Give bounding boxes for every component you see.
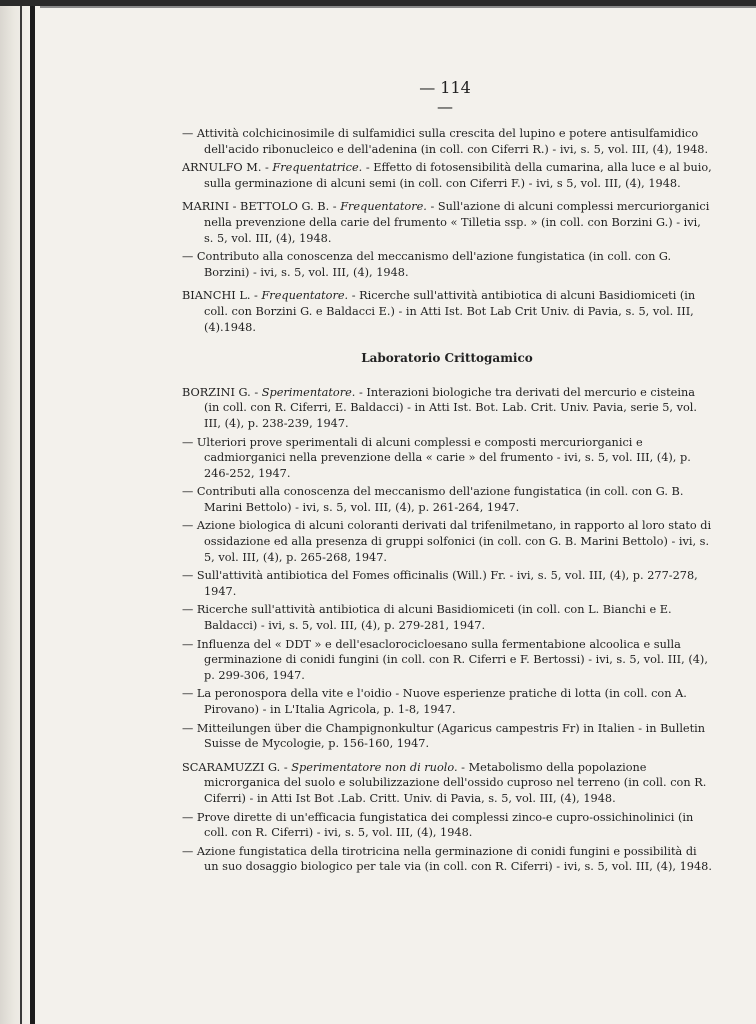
bibliography-entry: — Ricerche sull'attività antibiotica di alcuni Basidiomiceti (in coll. con L. Bianchi e E. Baldacci) - ivi, s. 5, vol. III, (4), p. 279-281, 1947. [182, 603, 672, 633]
bibliography-content [182, 126, 712, 878]
author-name: MARINI - BETTOLO G. B. [182, 200, 330, 214]
author-name: SCARAMUZZI G. [182, 760, 281, 774]
bibliography-entry: — La peronospora della vite e l'oidio - Nuove esperienze pratiche di lotta (in coll. con A. Pirovano) - in L'Italia Agricola, p. 1-8, 1947. [182, 687, 687, 716]
bibliography-entry: — Mitteilungen über die Champignonkultur (Agaricus campestris Fr) in Italien - in Bulletin Suisse de Mycologie, p. 156-160, 1947. [182, 721, 706, 751]
page-number: — 114 — [419, 78, 471, 116]
bibliography-entry: SCARAMUZZI G. - Sperimentatore non di ruolo. - Metabolismo della popolazione microrganica del suolo e solubilizzazione dell'ossido cuproso nel terreno (in coll. con R. Ciferri) - in Atti Ist Bot .Lab. Critt. Univ. di Pavia, s. 5, vol. III, (4), 1948. [182, 760, 707, 805]
bibliography-entry: — Prove dirette di un'efficacia fungistatica dei complessi zinco-e cupro-ossichinolinici (in coll. con R. Ciferri) - ivi, s. 5, vol. III, (4), 1948. [182, 810, 694, 840]
bibliography-entry: — Ulteriori prove sperimentali di alcuni complessi e composti mercuriorganici e cadmiorganici nella prevenzione della « carie » del frumento - ivi, s. 5, vol. III, (4), p. 246-252, 1947. [182, 435, 691, 480]
author-name: ARNULFO M. [182, 161, 262, 175]
bibliography-entry: — Influenza del « DDT » e dell'esaclorocicloesano sulla fermentabione alcoolica e sulla germinazione di conidi fungini (in coll. con R. Ciferri e F. Bertossi) - ivi, s. 5, vol. III, (4), p. 299-306, 1947. [182, 637, 708, 682]
binding-rule [30, 0, 35, 1024]
bibliography-entry: BIANCHI L. - Frequentatore. - Ricerche sull'attività antibiotica di alcuni Basidiomiceti (in coll. con Borzini G. e Baldacci E.) - in Atti Ist. Bot Lab Crit Univ. di Pavia, s. 5, vol. III,(4).1948. [182, 289, 696, 334]
bibliography-entry: — Azione fungistatica della tirotricina nella germinazione di conidi fungini e possibilità di un suo dosaggio biologico per tale via (in coll. con R. Ciferri) - ivi, s. 5, vol. III, (4), 1948. [182, 844, 712, 874]
bibliography-entry: MARINI - BETTOLO G. B. - Frequentatore. - Sull'azione di alcuni complessi mercuriorganici nella prevenzione della carie del frumento « Tilletia ssp. » (in coll. con Borzini G.) - ivi, s. 5, vol. III, (4), 1948. [182, 200, 710, 245]
bibliography-entry: — Sull'attività antibiotica del Fomes officinalis (Will.) Fr. - ivi, s. 5, vol. III, (4), p. 277-278, 1947. [182, 569, 698, 598]
author-name: BIANCHI L. [182, 289, 251, 303]
bibliography-entry: — Azione biologica di alcuni coloranti derivati dal trifenilmetano, in rapporto al loro stato di ossidazione ed alla presenza di gruppi solfonici (in coll. con G. B. Marini Bettolo) - ivi, s. 5, vol. III, (4), p. 265-268, 1947. [182, 519, 712, 564]
author-role: Sperimentatore non di ruolo. [291, 760, 458, 774]
bibliography-entry: — Contributi alla conoscenza del meccanismo dell'azione fungistatica (in coll. con G. B. Marini Bettolo) - ivi, s. 5, vol. III, (4), p. 261-264, 1947. [182, 485, 684, 514]
author-role: Frequentatore. [340, 200, 427, 214]
author-role: Frequentatore. [261, 289, 349, 303]
author-name: BORZINI G. [182, 385, 251, 399]
bibliography-entry: — Attività colchicinosimile di sulfamidici sulla crescita del lupino e potere antisulfamidico dell'acido ribonucleico e dell'adenina (in coll. con Ciferri R.) - ivi, s. 5, vol. III, (4), 1948. [182, 127, 709, 156]
top-edge-line [40, 6, 756, 8]
bibliography-entry: BORZINI G. - Sperimentatore. - Interazioni biologiche tra derivati del mercurio e cisteina (in coll. con R. Ciferri, E. Baldacci) - in Atti Ist. Bot. Lab. Crit. Univ. Pavia, serie 5, vol. III, (4), p. 238-239, 1947. [182, 385, 698, 430]
book-binding-edge [0, 0, 46, 1024]
binding-line [20, 0, 22, 1024]
bibliography-entry: — Contributo alla conoscenza del meccanismo dell'azione fungistatica (in coll. con G. Borzini) - ivi, s. 5, vol. III, (4), 1948. [182, 250, 672, 279]
bibliography-entry: ARNULFO M. - Frequentatrice. - Effetto di fotosensibilità della cumarina, alla luce e al buio, sulla germinazione di alcuni semi (in coll. con Ciferri F.) - ivi, s 5, vol. III, (4), 1948. [182, 161, 712, 190]
author-role: Sperimentatore. [261, 385, 356, 399]
author-role: Frequentatrice. [272, 161, 363, 175]
section-heading: Laboratorio Crittogamico [361, 351, 533, 366]
